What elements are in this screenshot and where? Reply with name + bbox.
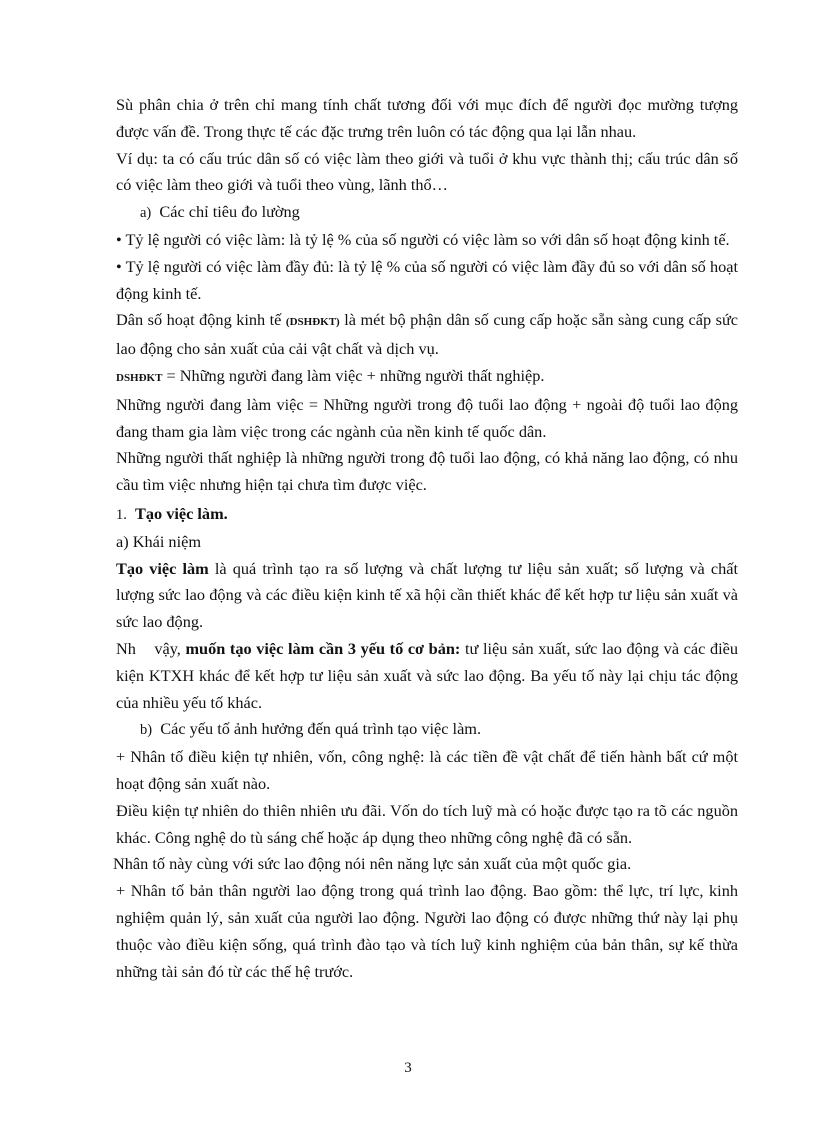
paragraph-natural-conditions: Điều kiện tự nhiên do thiên nhiên ưu đãi. Vốn do tích luỹ mà có hoặc được tạo ra tõ các nguồn khác. Công nghệ do tù sáng chế hoặc áp dụng theo những công nghệ đã có sẵn. bbox=[116, 800, 738, 847]
bullet-item-full-employment-rate bbox=[116, 254, 738, 308]
paragraph-dshdkt-formula bbox=[116, 363, 738, 392]
subheading-concept: a) Khái niệm bbox=[116, 531, 201, 551]
paragraph-intro: Sù phân chia ở trên chỉ mang tính chất tương đối với mục đích để người đọc mường tượng được vấn đề. Trong thực tế các đặc trưng trên luôn có tác động qua lại lẫn nhau. bbox=[116, 95, 738, 141]
bullet-item-employment-rate bbox=[116, 227, 738, 254]
subheading-b-text: Các yếu tố ảnh hưởng đến quá trình tạo việc làm. bbox=[160, 719, 482, 739]
bullet-icon: • bbox=[116, 229, 122, 249]
term-bold: muốn tạo việc làm cần 3 yếu tố cơ bản: bbox=[185, 638, 461, 658]
paragraph-unemployed: Những người thất nghiệp là những người trong độ tuổi lao động, có khả năng lao động, có nhu cầu tìm việc nhưng hiện tại chưa tìm được việc. bbox=[116, 448, 738, 495]
text-run: là mét bộ phận dân số cung cấp hoặc sẵn sàng cung cấp sức lao động cho sản xuất của cải vật chất và dịch vụ. bbox=[116, 310, 738, 359]
text-run: Nh vậy, bbox=[116, 638, 186, 658]
bullet-item-text: Tỷ lệ người có việc làm đầy đủ: là tỷ lệ % của số người có việc làm đầy đủ so với dân số hoạt động kinh tế. bbox=[116, 256, 738, 303]
abbreviation: (DSHĐKT) bbox=[285, 316, 340, 329]
subheading-a bbox=[116, 199, 738, 227]
bullet-icon: • bbox=[116, 256, 122, 276]
paragraph-example: Ví dụ: ta có cấu trúc dân số có việc làm theo giới và tuổi ở khu vực thành thị; cấu trúc dân số có việc làm theo giới và tuổi theo vùng, lãnh thổ… bbox=[116, 148, 738, 195]
page-body bbox=[113, 92, 739, 985]
subheading-b bbox=[116, 716, 738, 744]
text-run: = Những người đang làm việc + những người thất nghiệp. bbox=[162, 365, 545, 385]
paragraph-production-capacity: Nhân tố này cùng với sức lao động nói nên năng lực sản xuất của một quốc gia. bbox=[113, 854, 632, 874]
subheading-a-label: a) bbox=[140, 205, 152, 222]
paragraph-worker-factors: + Nhân tố bản thân người lao động trong quá trình lao động. Bao gồm: thể lực, trí lực, kinh nghiệm quản lý, sản xuất của người lao động. Người lao động có được những thứ này lại phụ thuộc vào điều kiện sống, quá trình đào tạo và tích luỹ kinh nghiệm của bản thân, sự kế thừa những tài sản đó từ các thế hệ trước. bbox=[116, 881, 738, 981]
subheading-a-text: Các chỉ tiêu đo lường bbox=[159, 202, 300, 222]
section-title: Tạo việc làm. bbox=[135, 503, 228, 523]
paragraph-three-factors bbox=[116, 636, 738, 716]
text-run: là quá trình tạo ra số lượng và chất lượng tư liệu sản xuất; số lượng và chất lượng sức lao động và các điều kiện kinh tế xã hội cần thiết khác để kết hợp tư liệu sản xuất và sức lao động. bbox=[116, 558, 739, 632]
section-number: 1. bbox=[116, 506, 127, 523]
term-bold: Tạo việc làm bbox=[116, 558, 209, 578]
paragraph-job-creation-definition bbox=[116, 556, 738, 636]
paragraph-working-people: Những người đang làm việc = Những người trong độ tuổi lao động + ngoài độ tuổi lao động đang tham gia làm việc trong các ngành của nền kinh tế quốc dân. bbox=[116, 394, 738, 441]
paragraph-natural-factors: + Nhân tố điều kiện tự nhiên, vốn, công nghệ: là các tiền đề vật chất để tiến hành bất cứ một hoạt động sản xuất nào. bbox=[116, 747, 738, 793]
text-run: tư liệu sản xuất, sức lao động và các điều kiện KTXH khác để kết hợp tư liệu sản xuất và sức lao động. Ba yếu tố này lại chịu tác động của nhiều yếu tố khác. bbox=[116, 638, 738, 712]
bullet-item-text: Tỷ lệ người có việc làm: là tỷ lệ % của số người có việc làm so với dân số hoạt động kinh tế. bbox=[125, 229, 730, 249]
text-run: Dân số hoạt động kinh tế bbox=[116, 310, 286, 330]
section-heading-1 bbox=[116, 501, 738, 529]
paragraph-dshdkt-definition bbox=[116, 307, 738, 363]
page-number: 3 bbox=[404, 1060, 412, 1076]
abbreviation: DSHĐKT bbox=[116, 371, 163, 384]
subheading-b-label: b) bbox=[140, 722, 153, 739]
